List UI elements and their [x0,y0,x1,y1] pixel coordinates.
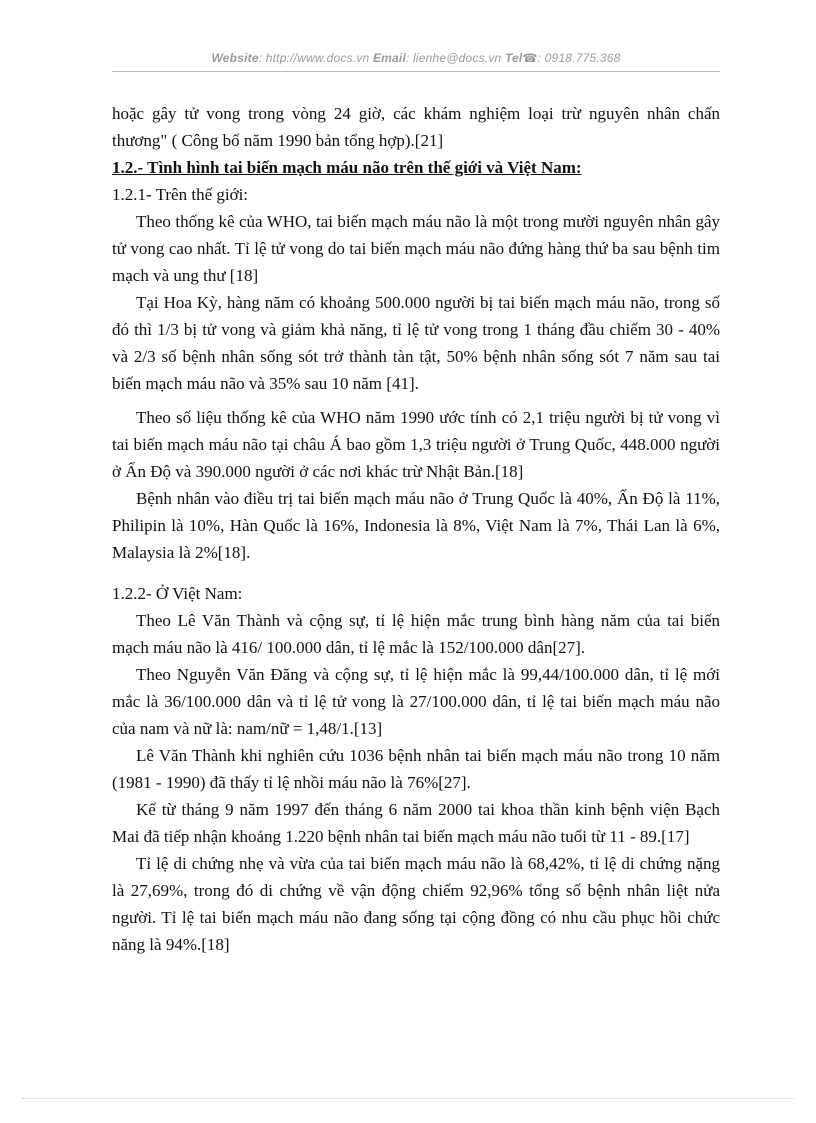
tel-label: Tel [504,51,523,65]
section-heading-1-2: 1.2.- Tình hình tai biến mạch máu não trên thế giới và Việt Nam: [112,158,582,177]
paragraph-nguyen-van-dang: Theo Nguyễn Văn Đăng và cộng sự, tỉ lệ hiện mắc là 99,44/100.000 dân, tỉ lệ mới mắc là 36/100.000 dân và tỉ lệ tử vong là 27/100.000 dân, tỉ lệ tai biến mạch máu não của nam và nữ là: nam/nữ = 1,48/1.[13] [112,665,720,738]
paragraph-le-van-thanh: Theo Lê Văn Thành và cộng sự, tỉ lệ hiện mắc trung bình hàng năm của tai biến mạch máu não là 416/ 100.000 dân, tỉ lệ mắc là 152/100.000 dân[27]. [112,611,720,657]
website-value[interactable]: : http://www.docs.vn [258,51,370,65]
footer-divider [22,1098,794,1099]
email-value[interactable]: : lienhe@docs.vn [405,51,502,65]
paragraph-ty-le-dieu-tri: Bệnh nhân vào điều trị tai biến mạch máu não ở Trung Quốc là 40%, Ấn Độ là 11%, Philipin là 10%, Hàn Quốc là 16%, Indonesia là 8%, Việt Nam là 7%, Thái Lan là 6%, Malaysia là 2%[18]. [112,489,720,562]
paragraph-who: Theo thống kê của WHO, tai biến mạch máu não là một trong mười nguyên nhân gây tử vong cao nhất. Tỉ lệ tử vong do tai biến mạch máu não đứng hàng thứ ba sau bệnh tim mạch và ung thư [18] [112,212,720,285]
paragraph-hoa-ky: Tại Hoa Kỳ, hàng năm có khoảng 500.000 người bị tai biến mạch máu não, trong số đó thì 1/3 bị tử vong và giảm khả năng, tỉ lệ tử vong trong 1 tháng đầu chiếm 30 - 40% và 2/3 số bệnh nhân sống sót trở thành tàn tật, 50% bệnh nhân sống sót 7 năm sau tai biến mạch máu não và 35% sau 10 năm [41]. [112,293,720,393]
paragraph-di-chung: Tỉ lệ di chứng nhẹ và vừa của tai biến mạch máu não là 68,42%, tỉ lệ di chứng nặng là 27,69%, trong đó di chứng về vận động chiếm 92,96% tổng số bệnh nhân liệt nửa người. Tỉ lệ tai biến mạch máu não đang sống tại cộng đồng có nhu cầu phục hồi chức năng là 94%.[18] [112,854,720,954]
subsection-heading-1-2-1: 1.2.1- Trên thế giới: [112,185,249,204]
email-label: Email [372,51,406,65]
subsection-heading-1-2-2: 1.2.2- Ở Việt Nam: [112,584,243,603]
tel-value: ☎: 0918.775.368 [522,51,621,65]
intro-paragraph: hoặc gây tử vong trong vòng 24 giờ, các khám nghiệm loại trừ nguyên nhân chấn thương" ( Công bố năm 1990 bản tổng hợp).[21] [112,104,720,150]
page-header [112,51,720,65]
paragraph-bach-mai: Kể từ tháng 9 năm 1997 đến tháng 6 năm 2000 tai khoa thần kinh bệnh viện Bạch Mai đã tiếp nhận khoảng 1.220 bệnh nhân tai biến mạch máu não tuổi từ 11 - 89.[17] [112,800,720,846]
paragraph-chau-a: Theo số liệu thống kê của WHO năm 1990 ước tính có 2,1 triệu người bị tử vong vì tai biến mạch máu não tại châu Á bao gồm 1,3 triệu người ở Trung Quốc, 448.000 người ở Ấn Độ và 390.000 người ở các nơi khác trừ Nhật Bản.[18] [112,408,720,481]
header-divider [112,71,720,72]
paragraph-nhoi-mau-nao: Lê Văn Thành khi nghiên cứu 1036 bệnh nhân tai biến mạch máu não trong 10 năm (1981 - 1990) đã thấy tỉ lệ nhồi máu não là 76%[27]. [112,746,720,792]
document-body [112,100,720,958]
website-label: Website [211,51,259,65]
